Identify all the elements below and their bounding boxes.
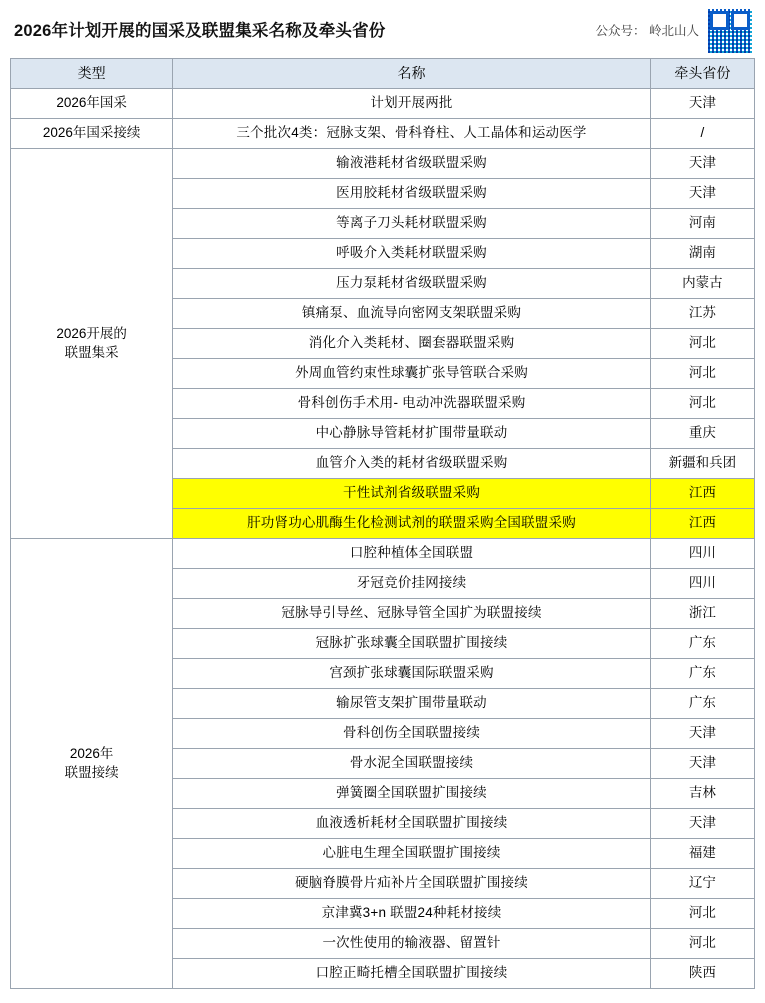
procurement-name-cell: 冠脉扩张球囊全国联盟扩围接续 [173, 629, 651, 659]
row-group-type-line: 联盟集采 [64, 344, 119, 360]
procurement-name-cell: 输液港耗材省级联盟采购 [173, 149, 651, 179]
lead-province-cell: 江苏 [650, 299, 754, 329]
lead-province-cell: / [650, 119, 754, 149]
lead-province-cell: 河北 [650, 329, 754, 359]
procurement-name-cell: 牙冠竞价挂网接续 [173, 569, 651, 599]
table-row [11, 119, 755, 149]
lead-province-cell: 陕西 [650, 959, 754, 989]
procurement-name-cell: 等离子刀头耗材联盟采购 [173, 209, 651, 239]
procurement-name-cell: 医用胶耗材省级联盟采购 [173, 179, 651, 209]
row-group-type-line: 联盟接续 [64, 764, 119, 780]
header-right-group [596, 8, 753, 54]
lead-province-cell: 天津 [650, 719, 754, 749]
lead-province-cell: 福建 [650, 839, 754, 869]
table-row [11, 539, 755, 569]
lead-province-cell: 河南 [650, 209, 754, 239]
lead-province-cell: 天津 [650, 179, 754, 209]
procurement-name-cell: 消化介入类耗材、圈套器联盟采购 [173, 329, 651, 359]
procurement-name-cell: 一次性使用的输液器、留置针 [173, 929, 651, 959]
procurement-name-cell: 计划开展两批 [173, 89, 651, 119]
column-header-province: 牵头省份 [650, 59, 754, 89]
procurement-name-cell: 肝功肾功心肌酶生化检测试剂的联盟采购全国联盟采购 [173, 509, 651, 539]
row-group-type-cell [11, 149, 173, 539]
procurement-name-cell: 硬脑脊膜骨片疝补片全国联盟扩围接续 [173, 869, 651, 899]
procurement-name-cell: 镇痛泵、血流导向密网支架联盟采购 [173, 299, 651, 329]
procurement-table [10, 58, 755, 989]
procurement-name-cell: 弹簧圈全国联盟扩围接续 [173, 779, 651, 809]
lead-province-cell: 广东 [650, 629, 754, 659]
procurement-name-cell: 输尿管支架扩围带量联动 [173, 689, 651, 719]
lead-province-cell: 新疆和兵团 [650, 449, 754, 479]
wechat-account-label: 公众号： 岭北山人 [595, 24, 699, 38]
procurement-name-cell: 骨科创伤手术用- 电动冲洗器联盟采购 [173, 389, 651, 419]
lead-province-cell: 吉林 [650, 779, 754, 809]
lead-province-cell: 河北 [650, 899, 754, 929]
column-header-type: 类型 [11, 59, 173, 89]
procurement-name-cell: 血管介入类的耗材省级联盟采购 [173, 449, 651, 479]
procurement-name-cell: 心脏电生理全国联盟扩围接续 [173, 839, 651, 869]
procurement-name-cell: 骨科创伤全国联盟接续 [173, 719, 651, 749]
lead-province-cell: 辽宁 [650, 869, 754, 899]
table-header [11, 59, 755, 89]
procurement-name-cell: 冠脉导引导丝、冠脉导管全国扩为联盟接续 [173, 599, 651, 629]
lead-province-cell: 河北 [650, 389, 754, 419]
lead-province-cell: 河北 [650, 929, 754, 959]
lead-province-cell: 湖南 [650, 239, 754, 269]
lead-province-cell: 天津 [650, 149, 754, 179]
table-row [11, 89, 755, 119]
procurement-name-cell: 压力泵耗材省级联盟采购 [173, 269, 651, 299]
procurement-name-cell: 宫颈扩张球囊国际联盟采购 [173, 659, 651, 689]
row-group-type-cell: 2026年国采 [11, 89, 173, 119]
table-header-row [11, 59, 755, 89]
lead-province-cell: 江西 [650, 509, 754, 539]
page-title: 2026年计划开展的国采及联盟集采名称及牵头省份 [14, 22, 386, 40]
procurement-name-cell: 血液透析耗材全国联盟扩围接续 [173, 809, 651, 839]
procurement-name-cell: 呼吸介入类耗材联盟采购 [173, 239, 651, 269]
row-group-type-cell [11, 539, 173, 989]
procurement-name-cell: 中心静脉导管耗材扩围带量联动 [173, 419, 651, 449]
column-header-name: 名称 [173, 59, 651, 89]
procurement-name-cell: 外周血管约束性球囊扩张导管联合采购 [173, 359, 651, 389]
lead-province-cell: 内蒙古 [650, 269, 754, 299]
table-row [11, 149, 755, 179]
lead-province-cell: 广东 [650, 689, 754, 719]
document-header [10, 0, 755, 58]
procurement-name-cell: 三个批次4类：冠脉支架、骨科脊柱、人工晶体和运动医学 [173, 119, 651, 149]
lead-province-cell: 河北 [650, 359, 754, 389]
procurement-name-cell: 京津冀3+n 联盟24种耗材接续 [173, 899, 651, 929]
procurement-name-cell: 口腔种植体全国联盟 [173, 539, 651, 569]
table-body [11, 89, 755, 989]
row-group-type-cell: 2026年国采接续 [11, 119, 173, 149]
lead-province-cell: 江西 [650, 479, 754, 509]
procurement-name-cell: 干性试剂省级联盟采购 [173, 479, 651, 509]
lead-province-cell: 浙江 [650, 599, 754, 629]
lead-province-cell: 天津 [650, 89, 754, 119]
lead-province-cell: 四川 [650, 539, 754, 569]
lead-province-cell: 广东 [650, 659, 754, 689]
row-group-type-line: 2026年 [69, 746, 114, 762]
row-group-type-line: 2026开展的 [56, 326, 127, 342]
procurement-name-cell: 口腔正畸托槽全国联盟扩围接续 [173, 959, 651, 989]
procurement-name-cell: 骨水泥全国联盟接续 [173, 749, 651, 779]
lead-province-cell: 天津 [650, 809, 754, 839]
qr-code-icon [707, 8, 753, 54]
lead-province-cell: 天津 [650, 749, 754, 779]
lead-province-cell: 四川 [650, 569, 754, 599]
lead-province-cell: 重庆 [650, 419, 754, 449]
